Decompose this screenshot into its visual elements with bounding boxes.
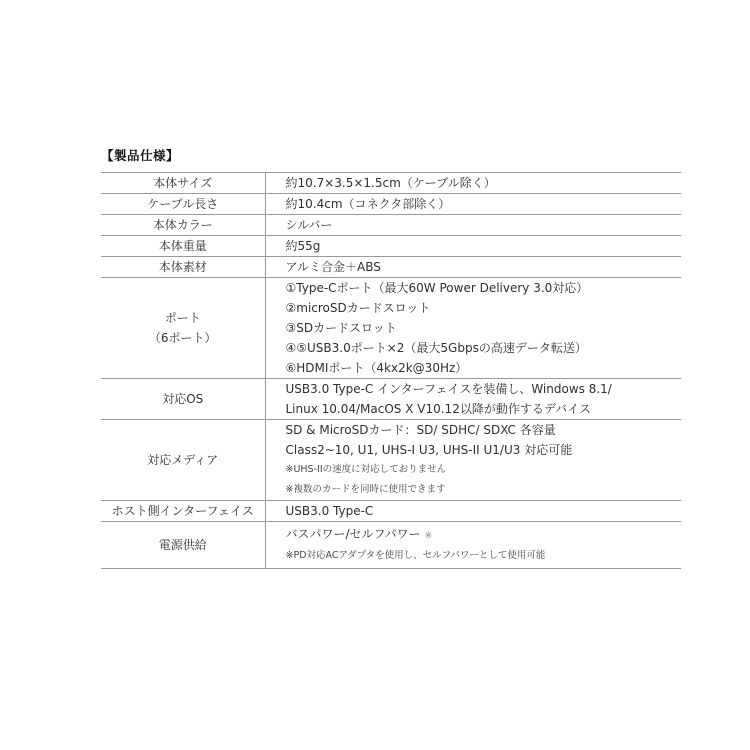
spec-label: ホスト側インターフェイス — [101, 501, 265, 522]
spec-row-power — [101, 522, 681, 569]
spec-value: シルバー — [265, 215, 681, 236]
spec-value: SD & MicroSDカード：SD/ SDHC/ SDXC 各容量 Class2~10, U1, UHS-I U3, UHS-II U1/U3 対応可能 ※UHS-IIの速度に対応しておりません ※複数のカードを同時に使用できます — [265, 420, 681, 501]
spec-label: 対応メディア — [101, 420, 265, 501]
spec-label: 本体カラー — [101, 215, 265, 236]
spec-value: 約10.4cm（コネクタ部除く） — [265, 194, 681, 215]
spec-label: 本体素材 — [101, 257, 265, 278]
spec-label: ポート （6ポート） — [101, 278, 265, 379]
spec-row-host-interface — [101, 501, 681, 522]
spec-label: 対応OS — [101, 379, 265, 420]
spec-row-material — [101, 257, 681, 278]
spec-label: 本体サイズ — [101, 173, 265, 194]
spec-value: USB3.0 Type-C — [265, 501, 681, 522]
spec-label: ケーブル長さ — [101, 194, 265, 215]
spec-row-weight — [101, 236, 681, 257]
spec-row-media — [101, 420, 681, 501]
spec-value: USB3.0 Type-C インターフェイスを装備し、Windows 8.1/ Linux 10.04/MacOS X V10.12以降が動作するデバイス — [265, 379, 681, 420]
spec-value: 約55g — [265, 236, 681, 257]
spec-row-size — [101, 173, 681, 194]
spec-table — [101, 172, 681, 569]
spec-heading: 【製品仕様】 — [101, 148, 180, 163]
spec-label: 電源供給 — [101, 522, 265, 569]
spec-row-ports — [101, 278, 681, 379]
footnote-mark: ※ — [424, 531, 433, 541]
spec-label: 本体重量 — [101, 236, 265, 257]
spec-value: バスパワー/セルフパワー ※ ※PD対応ACアダプタを使用し、セルフパワーとして使用可能 — [265, 522, 681, 569]
spec-row-cable-length — [101, 194, 681, 215]
spec-note: ※PD対応ACアダプタを使用し、セルフパワーとして使用可能 — [285, 550, 546, 561]
spec-row-color — [101, 215, 681, 236]
spec-value: ①Type-Cポート（最大60W Power Delivery 3.0対応） ②microSDカードスロット ③SDカードスロット ④⑤USB3.0ポート×2（最大5Gbpsの高速データ転送） ⑥HDMIポート（4kx2k@30Hz） — [265, 278, 681, 379]
spec-note: ※複数のカードを同時に使用できます — [285, 484, 446, 495]
spec-note: ※UHS-IIの速度に対応しておりません — [285, 464, 447, 475]
spec-value: 約10.7×3.5×1.5cm（ケーブル除く） — [265, 173, 681, 194]
spec-row-os — [101, 379, 681, 420]
spec-value: アルミ合金＋ABS — [265, 257, 681, 278]
